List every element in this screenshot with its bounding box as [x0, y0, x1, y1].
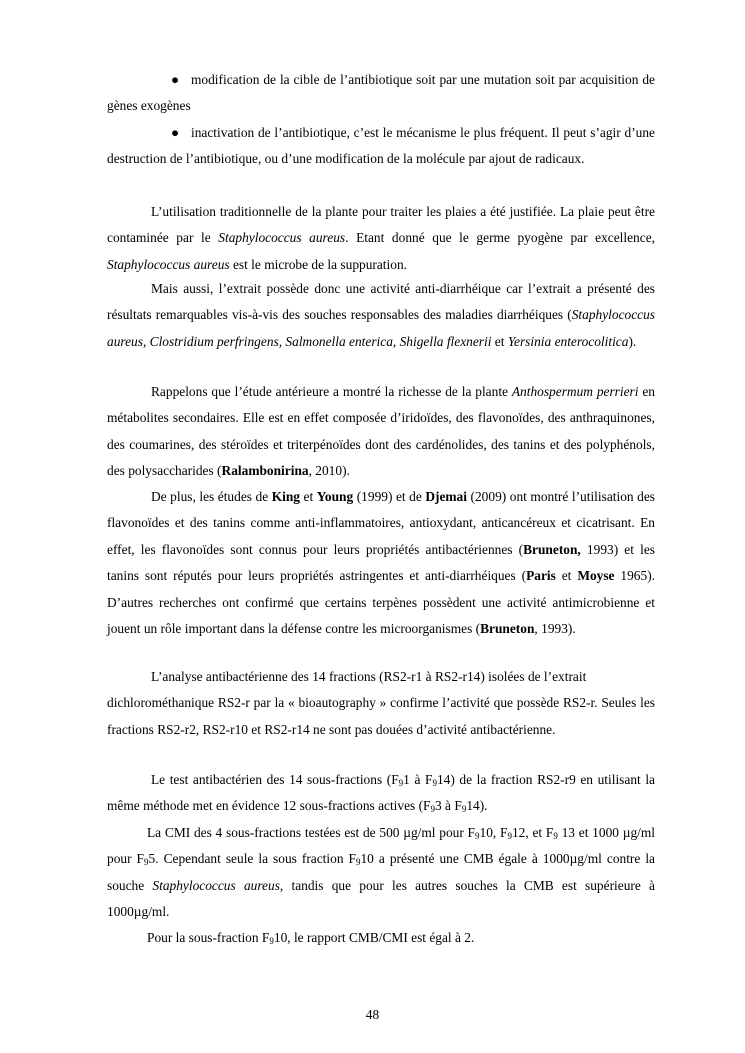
- paragraph-7: La CMI des 4 sous-fractions testées est de 500 µg/ml pour $F_910$, $F_912$, et $F_9$ 13 et 1000 µg/ml pour $F_95$. Cependant seule la sous fraction $F_910$ a présenté une CMB égale à 1000µg/ml contre la souche Staphylococcus aureus, tandis que pour les autres souches la CMB est supérieure à 1000µg/ml.: [107, 825, 656, 920]
- paragraph-4: De plus, les études de King et Young (1999) et de Djemai (2009) ont montré l’utilisation des flavonoïdes et des tanins comme anti-inflammatoires, antioxydant, anticancéreux et cicatrisant. En effet, les flavonoïdes sont connus pour leurs propriétés antibactériennes (Bruneton, 1993) et les tanins sont réputés pour leurs propriétés astringentes et anti-diarrhéiques (Paris et Moyse 1965). D’autres recherches ont confirmé que certains terpènes possèdent une activité antimicrobienne et jouent un rôle important dans la défense contre les microorganismes (Bruneton, 1993).: [107, 489, 655, 637]
- page-number: 48: [365, 1007, 380, 1022]
- paragraph-3: Rappelons que l’étude antérieure a montré la richesse de la plante Anthospermum perrieri en métabolites secondaires. Elle est en effet composée d’iridoïdes, des flavonoïdes, des anthraquinones, des coumarines, des stéroïdes et triterpénoïdes dont des cardénolides, des tanins et des polyphénols, des polysaccharides (Ralambonirina, 2010).: [107, 384, 655, 479]
- bullet-item-1: ● modification de la cible de l’antibiotique soit par une mutation soit par acquisition de gènes exogènes: [107, 67, 655, 120]
- paragraph-5: L’analyse antibactérienne des 14 fractions (RS2-r1 à RS2-r14) isolées de l’extrait dichlorométhanique RS2-r par la « bioautography » confirme l’activité que possède RS2-r. Seules les fractions RS2-r2, RS2-r10 et RS2-r14 ne sont pas douées d’activité antibactérienne.: [107, 669, 655, 737]
- bullet-icon: ●: [171, 125, 180, 140]
- paragraph-1: L’utilisation traditionnelle de la plante pour traiter les plaies a été justifiée. La plaie peut être contaminée par le Staphylococcus aureus. Etant donné que le germe pyogène par excellence, Staphylococcus aureus est le microbe de la suppuration.: [107, 204, 655, 272]
- bullet-icon: ●: [171, 72, 180, 87]
- paragraph-8: Pour la sous-fraction $F_910$, le rapport CMB/CMI est égal à 2.: [147, 930, 475, 946]
- paragraph-6: Le test antibactérien des 14 sous-fractions ($F_91$ à $F_914$) de la fraction RS2-r9 en utilisant la même méthode met en évidence 12 sous-fractions actives ($F_93$ à $F_914$).: [107, 772, 655, 815]
- bullet-item-2: ● inactivation de l’antibiotique, c’est le mécanisme le plus fréquent. Il peut s’agir d’une destruction de l’antibiotique, ou d’une modification de la molécule par ajout de radicaux.: [107, 120, 655, 173]
- paragraph-2: Mais aussi, l’extrait possède donc une activité anti-diarrhéique car l’extrait a présenté des résultats remarquables vis-à-vis des souches responsables des maladies diarrhéiques (Staphylococcus aureus, Clostridium perfringens, Salmonella enterica, Shigella flexnerii et Yersinia enterocolitica).: [107, 281, 655, 349]
